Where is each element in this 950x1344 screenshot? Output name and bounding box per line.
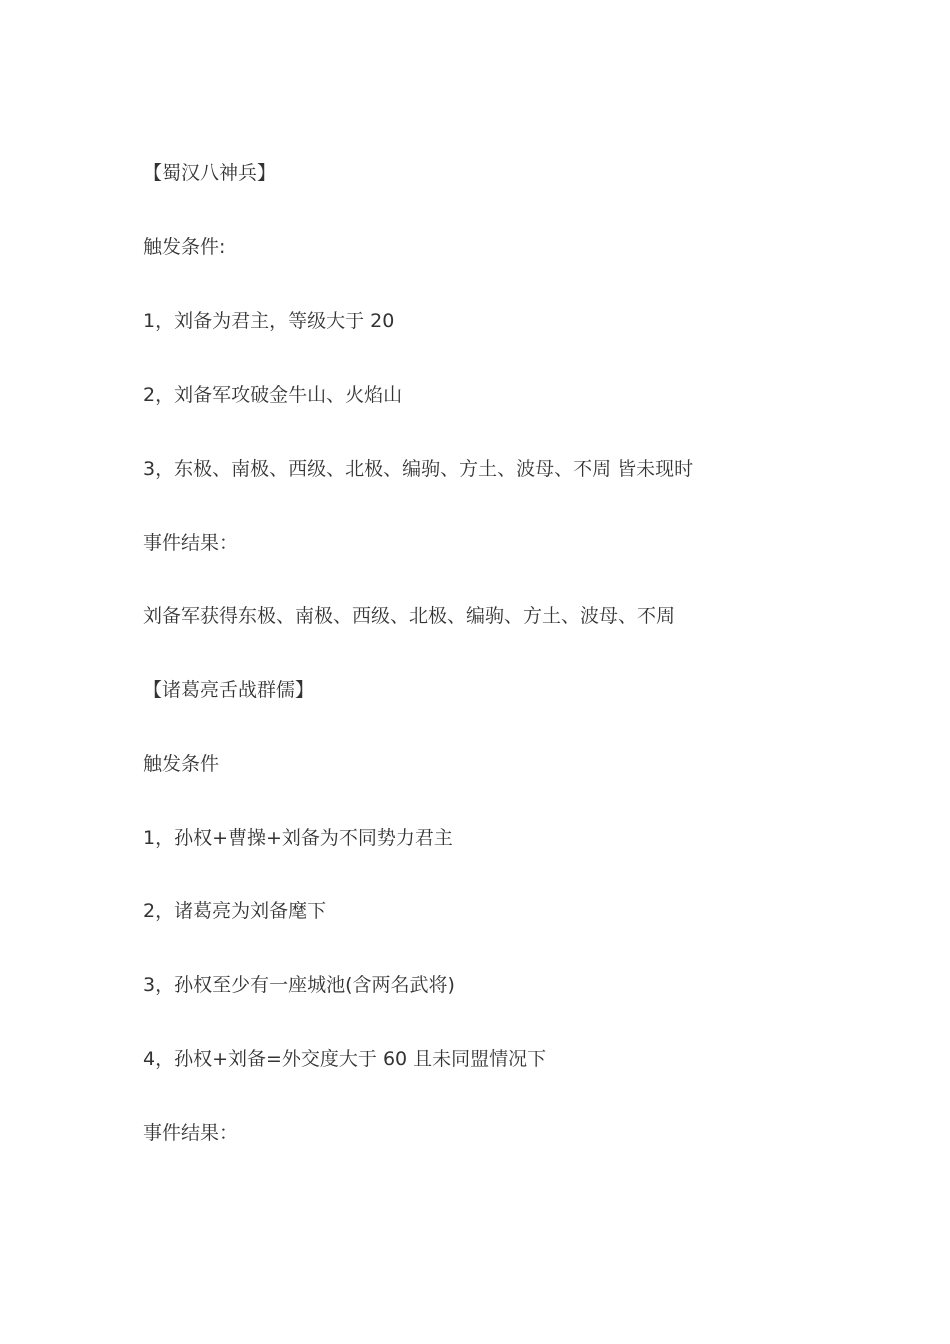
trigger-conditions-label: 触发条件: xyxy=(143,236,226,258)
event-result-label: 事件结果： xyxy=(143,532,239,554)
section-title-zhuge-debate: 【诸葛亮舌战群儒】 xyxy=(143,679,315,701)
section-title-shuhan-weapons: 【蜀汉八神兵】 xyxy=(143,162,277,184)
trigger-conditions-label: 触发条件 xyxy=(143,753,220,775)
condition-item: 3，孙权至少有一座城池(含两名武将) xyxy=(143,974,455,996)
condition-item: 1，刘备为君主，等级大于 20 xyxy=(143,310,395,332)
condition-item: 2，诸葛亮为刘备麾下 xyxy=(143,900,327,922)
event-result-text: 刘备军获得东极、南极、西级、北极、编驹、方土、波母、不周 xyxy=(143,605,676,627)
condition-item: 2，刘备军攻破金牛山、火焰山 xyxy=(143,384,403,406)
event-result-label: 事件结果： xyxy=(143,1122,239,1144)
condition-item: 4，孙权+刘备=外交度大于 60 且未同盟情况下 xyxy=(143,1048,547,1070)
condition-item: 3，东极、南极、西级、北极、编驹、方土、波母、不周 皆未现时 xyxy=(143,458,694,480)
condition-item: 1，孙权+曹操+刘备为不同势力君主 xyxy=(143,827,453,849)
